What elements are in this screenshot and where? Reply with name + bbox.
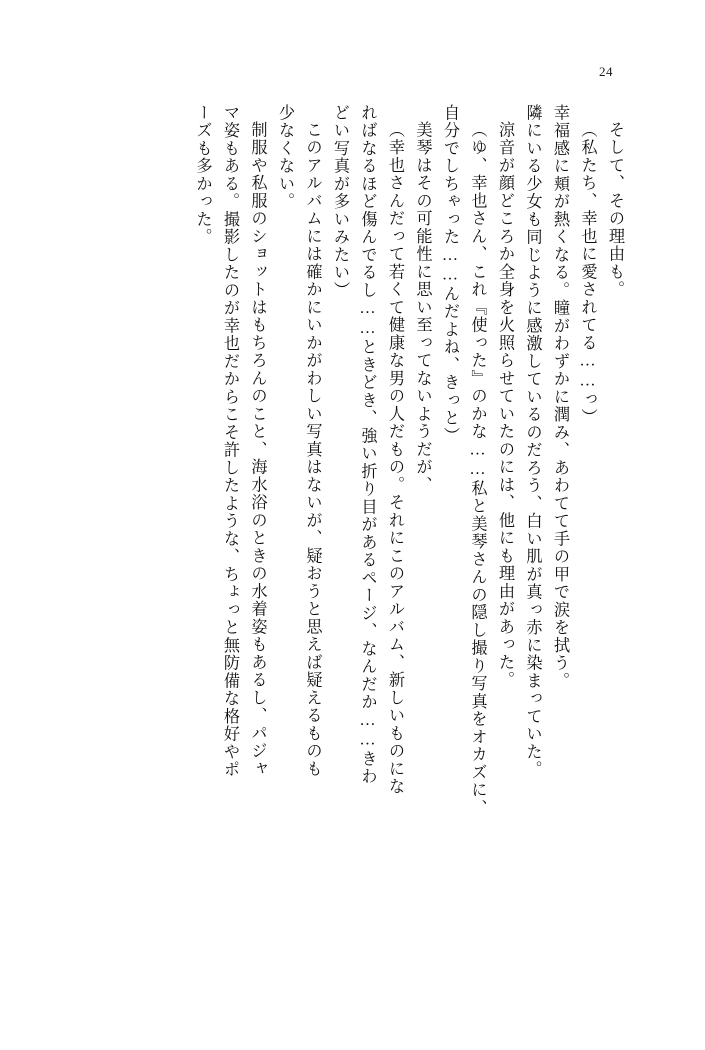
- text-column: （ゆ、幸也さん、これ『使った』のかな……私と美琴さんの隠し撮り写真をオカズに、: [468, 121, 487, 817]
- text-column: 制服や私服のショットはもちろんのこと、海水浴のときの水着姿もあるし、パジャ: [248, 121, 267, 778]
- text-column: 幸福感に頬が熱くなる。瞳がわずかに潤み、あわてて手の甲で涙を拭う。: [551, 104, 569, 690]
- text-column: 涼音が顔どころか全身を火照らせていたのには、他にも理由があった。: [496, 121, 514, 689]
- text-column: ーズも多かった。: [193, 104, 212, 246]
- text-column: 自分でしちゃった……んだよね、きっと）: [441, 104, 459, 445]
- text-column: そして、その理由も。: [606, 121, 624, 299]
- text-column: （私たち、幸也に愛されてる……っ）: [578, 121, 597, 427]
- text-column: （幸也さんだって若くて健康な男の人だもの。それにこのアルバム、新しいものにな: [386, 121, 404, 796]
- text-column: 隣にいる少女も同じように感激しているのだろう、白い肌が真っ赤に染まっていた。: [523, 104, 542, 779]
- text-column: マ姿もある。撮影したのが幸也だからこそ許したような、ちょっと無防備な格好やポ: [221, 104, 239, 779]
- text-column: 美琴はその可能性に思い至ってないようだが、: [413, 121, 432, 494]
- vertical-text-block: [86, 104, 623, 990]
- text-column: このアルバムには確かにいかがわしい写真はないが、疑おうと思えば疑えるものも: [303, 121, 322, 778]
- text-column: ればなるほど傷んでるし……ときどき、強い折り目があるページ、なんだか……きわ: [358, 104, 377, 786]
- text-column: 少なくない。: [276, 104, 294, 211]
- text-column: どい写真が多いみたい）: [331, 104, 349, 300]
- page-number: 24: [599, 64, 613, 79]
